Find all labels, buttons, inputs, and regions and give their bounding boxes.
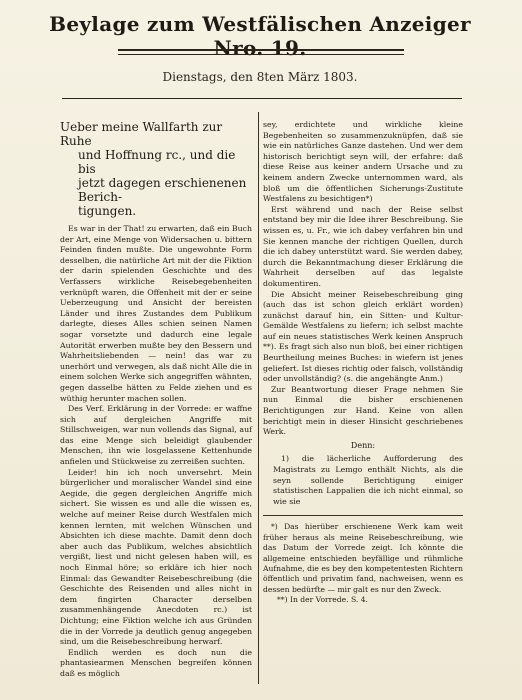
paragraph: Zur Beantwortung dieser Frage nehmen Sie nun Einmal die bisher erschienenen Berichtigungen zur Hand. Keine von allen berichtigt mein in dieser Hinsicht geschriebenes Werk. [263,384,463,437]
column-divider [258,112,259,684]
headline-line-1: Ueber meine Wallfarth zur Ruhe [60,120,223,148]
list-item: 1) die lächerliche Aufforderung des Magistrats zu Lemgo enthält Nichts, als die seyn sollende Berichtigung einiger statistischen Lappalien die ich nicht einmal, so wie sie [273,454,463,506]
masthead-rule [118,49,404,51]
masthead-rule-thin [118,54,404,55]
denn-label: Denn: [350,440,376,450]
paragraph: Es war in der That! zu erwarten, daß ein Buch der Art, eine Menge von Widersachen u. bittern Feinden finden mußte. Die ungewohnte Form desselben, die natürliche Art mit der die Fiktion der darin spielenden Geschichte und des Verfassers wirkliche Reisebegebenheiten verknüpft waren, die Offenheit mit der er seine Ueberzeugung und Ansicht der bereisten Länder und ihres Zustandes dem Publikum darlegte, dieses Alles schien seinen Namen sogar vorsetzte und dadurch eine legale Autorität erwerben mußte bey den Bessern und Wahrheitsliebenden — nein! das war zu unerhört und verwegen, als daß nicht Alle die in einem solchen Werke sich angegriffen wähnten, gegen dasselbe hätten zu Felde ziehen und es wüthig herunter machen sollen. [60,224,252,403]
headline-line-2: und Hoffnung rc., und die bis [78,148,236,176]
footnote-rule [263,515,463,516]
paragraph: sey, erdichtete und wirkliche kleine Begebenheiten so zusammenzuknüpfen, daß sie wie ein natürliches Ganze dastehen. Und wer dem historisch berichtigt seyn will, der erfahre: daß diese Reise aus keiner andern Ursache und zu keinem andern Zwecke unternommen ward, als bloß um die öffentlichen Sicherungs-Zustitute Westfalens zu besichtigen*) [263,120,463,204]
dateline: Dienstags, den 8ten März 1803. [162,70,358,84]
paragraph: Des Verf. Erklärung in der Vorrede: er waffne sich auf dergleichen Angriffe mit Stillschweigen, war nun vollends das Signal, auf das eine Menge sich beleidigt glaubender Menschen, ihn wie losgelassene Kettenhunde anfielen und Stückweise zu zerreißen suchten. [60,404,252,467]
footnote: *) Das hierüber erschienene Werk kam weit früher heraus als meine Reisebeschreibung, wie das Datum der Vorrede zeigt. Ich könnte die allgemeine entschieden beyfällige und rühmliche Aufnahme, die es bey den kompetentesten Richtern öffentlich und privatim fand, nachweisen, wenn es dessen bedürfte — mir galt es nur den Zweck. [263,522,463,594]
headline-line-3: jetzt dagegen erschienenen Berich- [78,176,247,204]
paragraph: Die Absicht meiner Reisebeschreibung ging (auch das ist schon gleich erklärt worden) zunächst darauf hin, ein Sitten- und Kultur-Gemälde Westfalens zu liefern; ich selbst machte auf ein neues statistisches Werk keinen Anspruch **). Es fragt sich also nun bloß, bei einer richtigen Beurtheilung meines Buches: in wiefern ist jenes geliefert. Ist dieses richtig oder falsch, vollständig oder unvollständig? (s. die angehängte Anm.) [263,289,463,384]
paragraph: Leider! hin ich noch unversehrt. Mein bürgerlicher und moralischer Wandel sind eine Aegide, die gegen dergleichen Angriffe mich sichert. Sie wissen es und alle die wissen es, welche auf meiner Reise durch Westfalen mich kennen lernten, mit welchen Wünschen und Absichten ich diese machte. Damit denn doch aber auch das Publikum, welches absichtlich vergißt, liest und nicht gelesen haben will, es noch Einmal höre; so erkläre ich hier noch Einmal: das Gewandter Reisebeschreibung (die Geschichte des Reisenden und alles nicht in dem fingirten Character derselben zusammenhängende Anecdoten rc.) ist Dichtung; eine Fiktion welche ich aus Gründen die in der Vorrede ja deutlich genug angegeben sind, um die Reisebeschreibung herwarf. [60,467,252,647]
left-column [60,120,252,680]
paragraph: Erst während und nach der Reise selbst entstand bey mir die Idee ihrer Beschreibung. Sie wissen es, u. Fr., wie ich dabey verfahren bin und Sie kennen manche der richtigen Quellen, durch die ich dabey unterstützt ward. Sie werden dabey, durch die Bekanntmachung dieser Erklärung die Wahrheit derselben auf das legalste dokumentiren. [263,204,463,288]
headline-line-4: tigungen. [78,204,137,218]
article-headline [60,120,252,218]
masthead-title: Beylage zum Westfälischen Anzeiger Nro. 19. [49,12,471,60]
paragraph: Endlich werden es doch nun die phantasiearmen Menschen begreifen können daß es möglich [60,647,252,678]
footnote: **) In der Vorrede. S. 4. [277,595,368,605]
header-divider [62,98,462,99]
right-column [263,120,463,606]
